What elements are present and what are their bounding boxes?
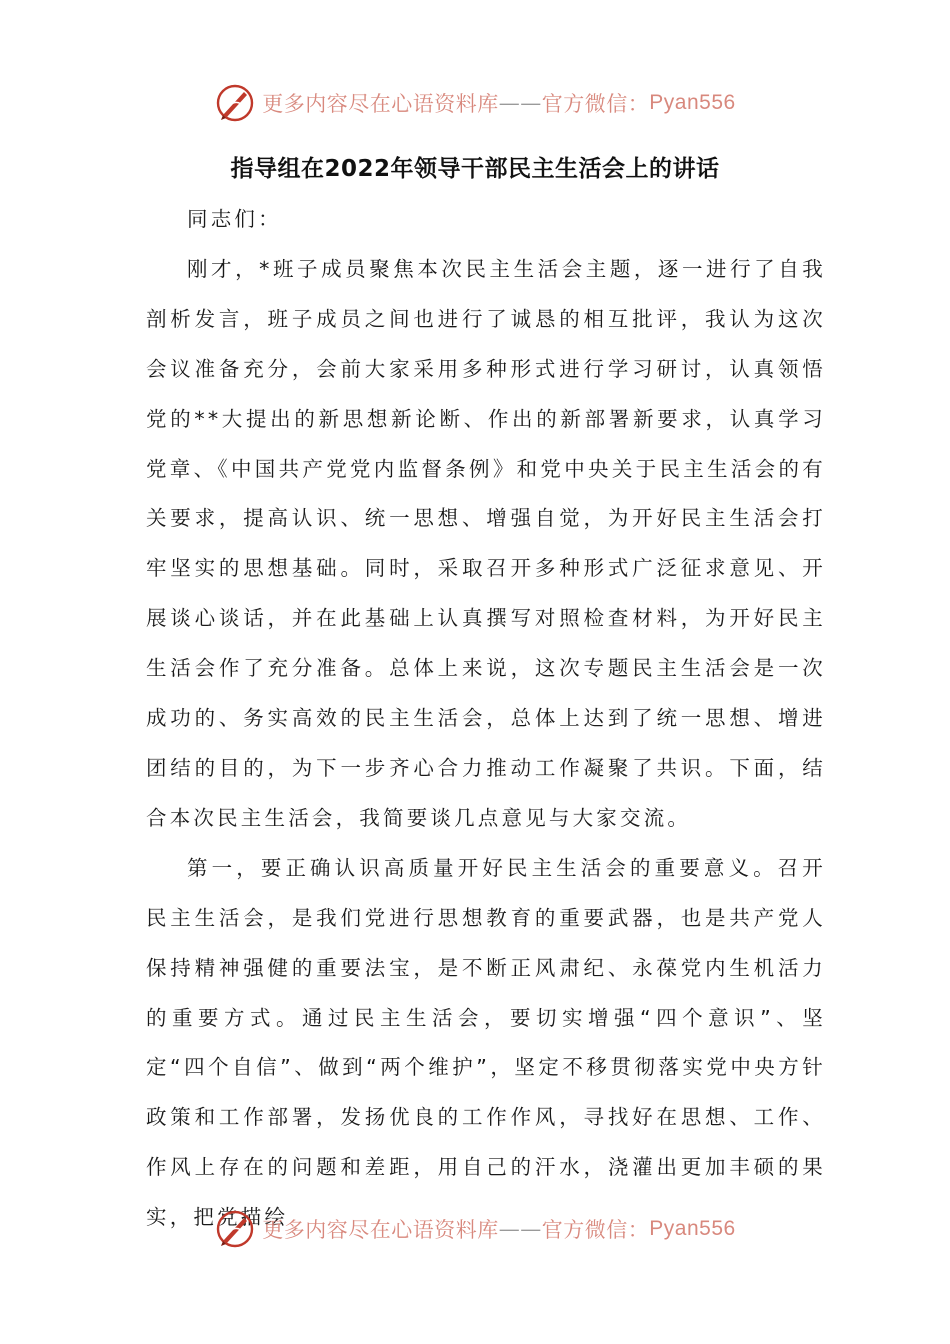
paragraph-2: 第一，要正确认识高质量开好民主生活会的重要意义。召开民主生活会，是我们党进行思想教育的重要武器，也是共产党人保持精神强健的重要法宝，是不断正风肃纪、永葆党内生机活力的重要方式。通过民主生活会，要切实增强“四个意识”、坚定“四个自信”、做到“两个维护”，坚定不移贯彻落实党中央方针政策和工作部署，发扬优良的工作作风，寻找好在思想、工作、作风上存在的问题和差距，用自己的汗水，浇灌出更加丰硕的果实，把党描绘 (146, 855, 826, 1230)
watermark-brand: 更多内容尽在心语资料库 (262, 1218, 499, 1242)
watermark-wechat-id: Pyan556 (649, 91, 736, 114)
watermark-brand: 更多内容尽在心语资料库 (262, 92, 499, 116)
watermark-wechat-id: Pyan556 (649, 1217, 736, 1240)
document-title: 指导组在2022年领导干部民主生活会上的讲话 (230, 156, 720, 182)
watermark-dash: —— (498, 1217, 542, 1241)
document-body (146, 195, 826, 1243)
watermark-dash: —— (498, 91, 542, 115)
watermark-label: 官方微信： (541, 1218, 650, 1242)
paragraph-1: 刚才，*班子成员聚焦本次民主生活会主题，逐一进行了自我剖析发言，班子成员之间也进行了诚恳的相互批评，我认为这次会议准备充分，会前大家采用多种形式进行学习研讨，认真领悟党的**大提出的新思想新论断、作出的新部署新要求，认真学习党章、《中国共产党党内监督条例》和党中央关于民主生活会的有关要求，提高认识、统一思想、增强自觉，为开好民主生活会打牢坚实的思想基础。同时，采取召开多种形式广泛征求意见、开展谈心谈话，并在此基础上认真撰写对照检查材料，为开好民主生活会作了充分准备。总体上来说，这次专题民主生活会是一次成功的、务实高效的民主生活会，总体上达到了统一思想、增进团结的目的，为下一步齐心合力推动工作凝聚了共识。下面，结合本次民主生活会，我简要谈几点意见与大家交流。 (146, 256, 826, 830)
pen-logo-icon (214, 82, 256, 124)
pen-logo-icon (214, 1208, 256, 1250)
header-watermark (0, 78, 950, 128)
salutation: 同志们： (187, 207, 282, 231)
footer-watermark (0, 1204, 950, 1254)
watermark-label: 官方微信： (541, 92, 650, 116)
